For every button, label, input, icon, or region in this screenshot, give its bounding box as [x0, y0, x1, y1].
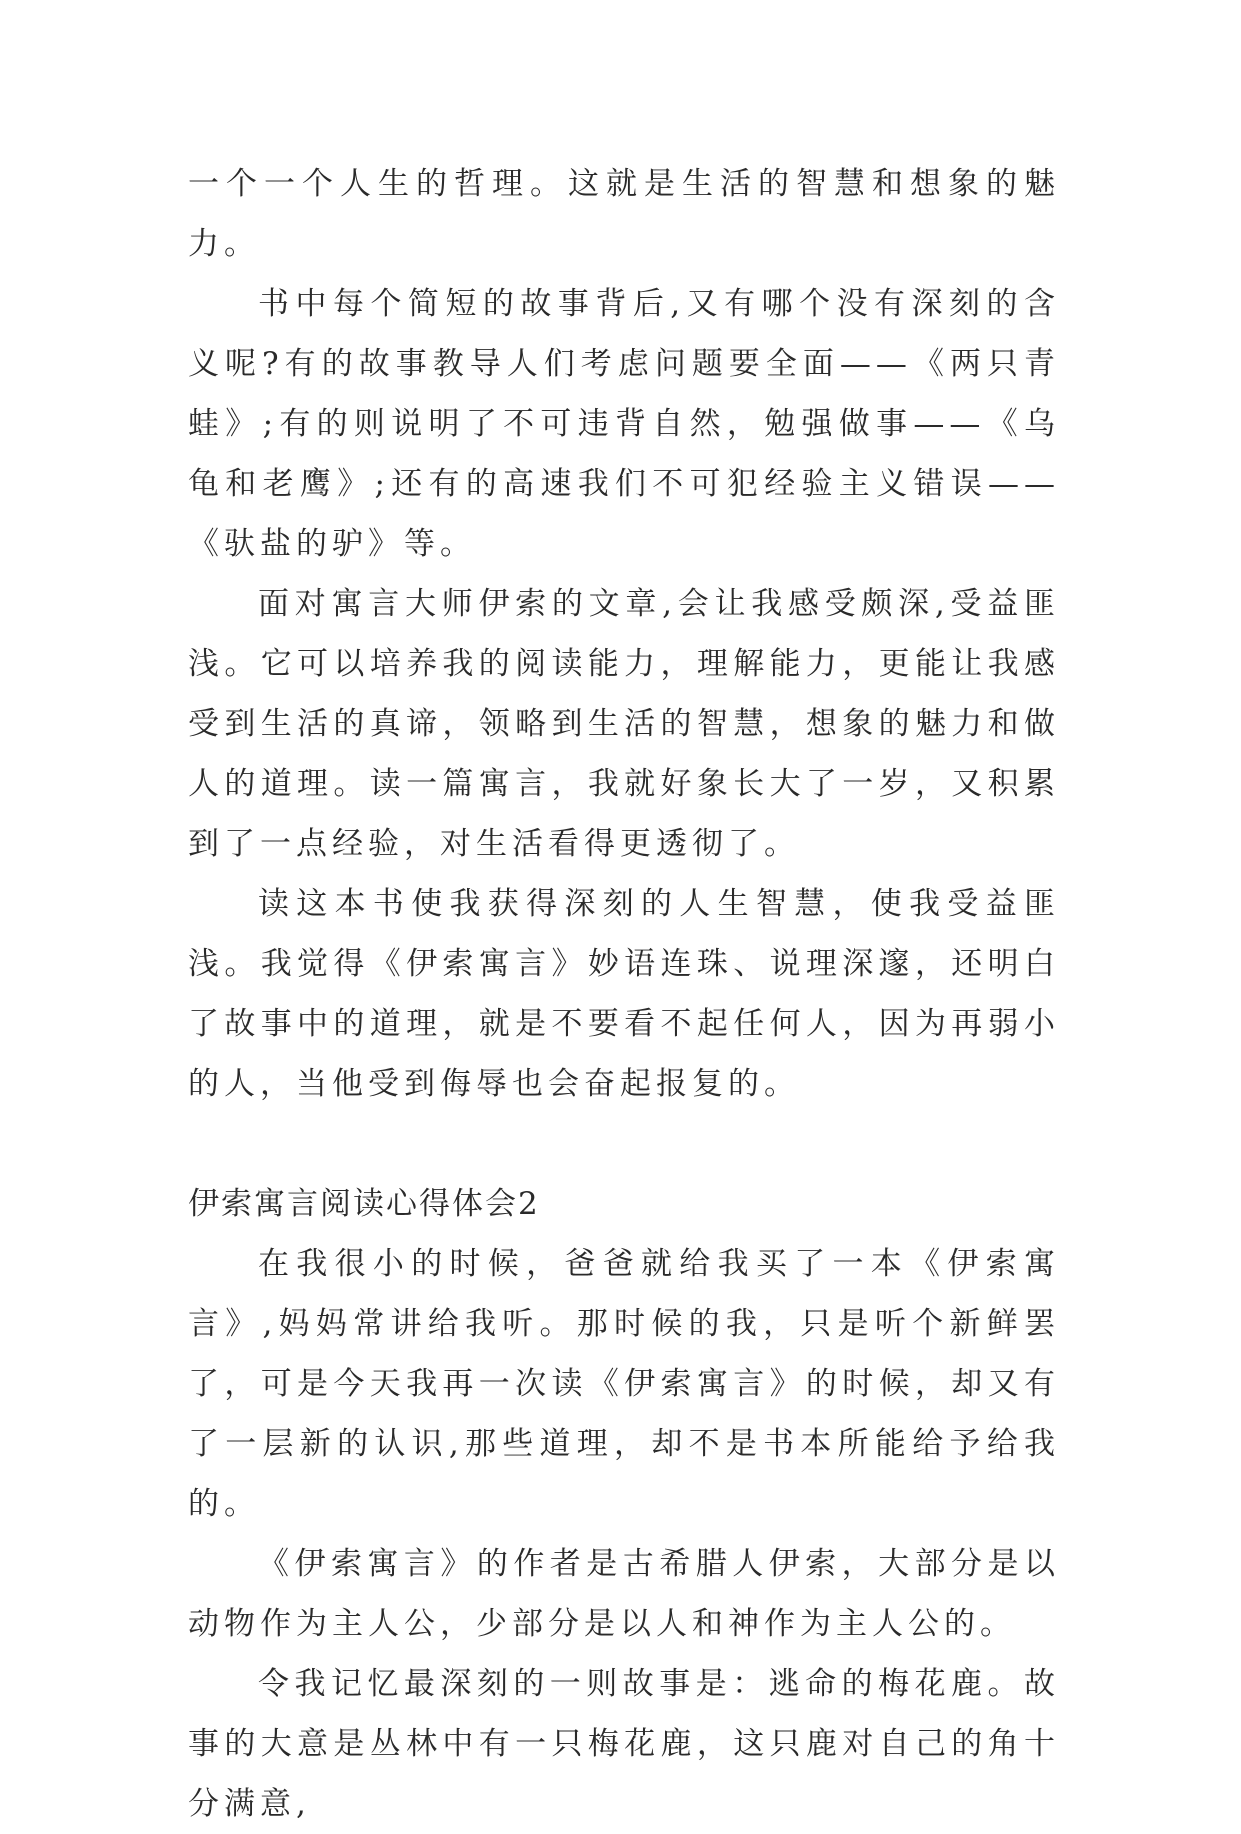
paragraph: 令我记忆最深刻的一则故事是：逃命的梅花鹿。故事的大意是丛林中有一只梅花鹿，这只鹿对自己的角十分满意, [188, 1666, 1060, 1822]
paragraph: 面对寓言大师伊索的文章,会让我感受颇深,受益匪浅。它可以培养我的阅读能力，理解能力，更能让我感受到生活的真谛，领略到生活的智慧，想象的魅力和做人的道理。读一篇寓言，我就好象长大了一岁，又积累到了一点经验，对生活看得更透彻了。 [188, 586, 1060, 862]
paragraph: 一个一个人生的哲理。这就是生活的智慧和想象的魅力。 [188, 166, 1060, 262]
document-body [188, 154, 1060, 1834]
paragraph: 读这本书使我获得深刻的人生智慧，使我受益匪浅。我觉得《伊索寓言》妙语连珠、说理深邃，还明白了故事中的道理，就是不要看不起任何人，因为再弱小的人，当他受到侮辱也会奋起报复的。 [188, 886, 1060, 1102]
paragraph: 在我很小的时候，爸爸就给我买了一本《伊索寓言》,妈妈常讲给我听。那时候的我，只是听个新鲜罢了，可是今天我再一次读《伊索寓言》的时候，却又有了一层新的认识,那些道理，却不是书本所能给予给我的。 [188, 1246, 1060, 1522]
section-heading: 伊索寓言阅读心得体会2 [188, 1186, 540, 1222]
paragraph: 书中每个简短的故事背后,又有哪个没有深刻的含义呢?有的故事教导人们考虑问题要全面——《两只青蛙》;有的则说明了不可违背自然，勉强做事——《乌龟和老鹰》;还有的高速我们不可犯经验主义错误——《驮盐的驴》等。 [188, 286, 1060, 562]
paragraph: 《伊索寓言》的作者是古希腊人伊索，大部分是以动物作为主人公，少部分是以人和神作为主人公的。 [188, 1546, 1060, 1642]
